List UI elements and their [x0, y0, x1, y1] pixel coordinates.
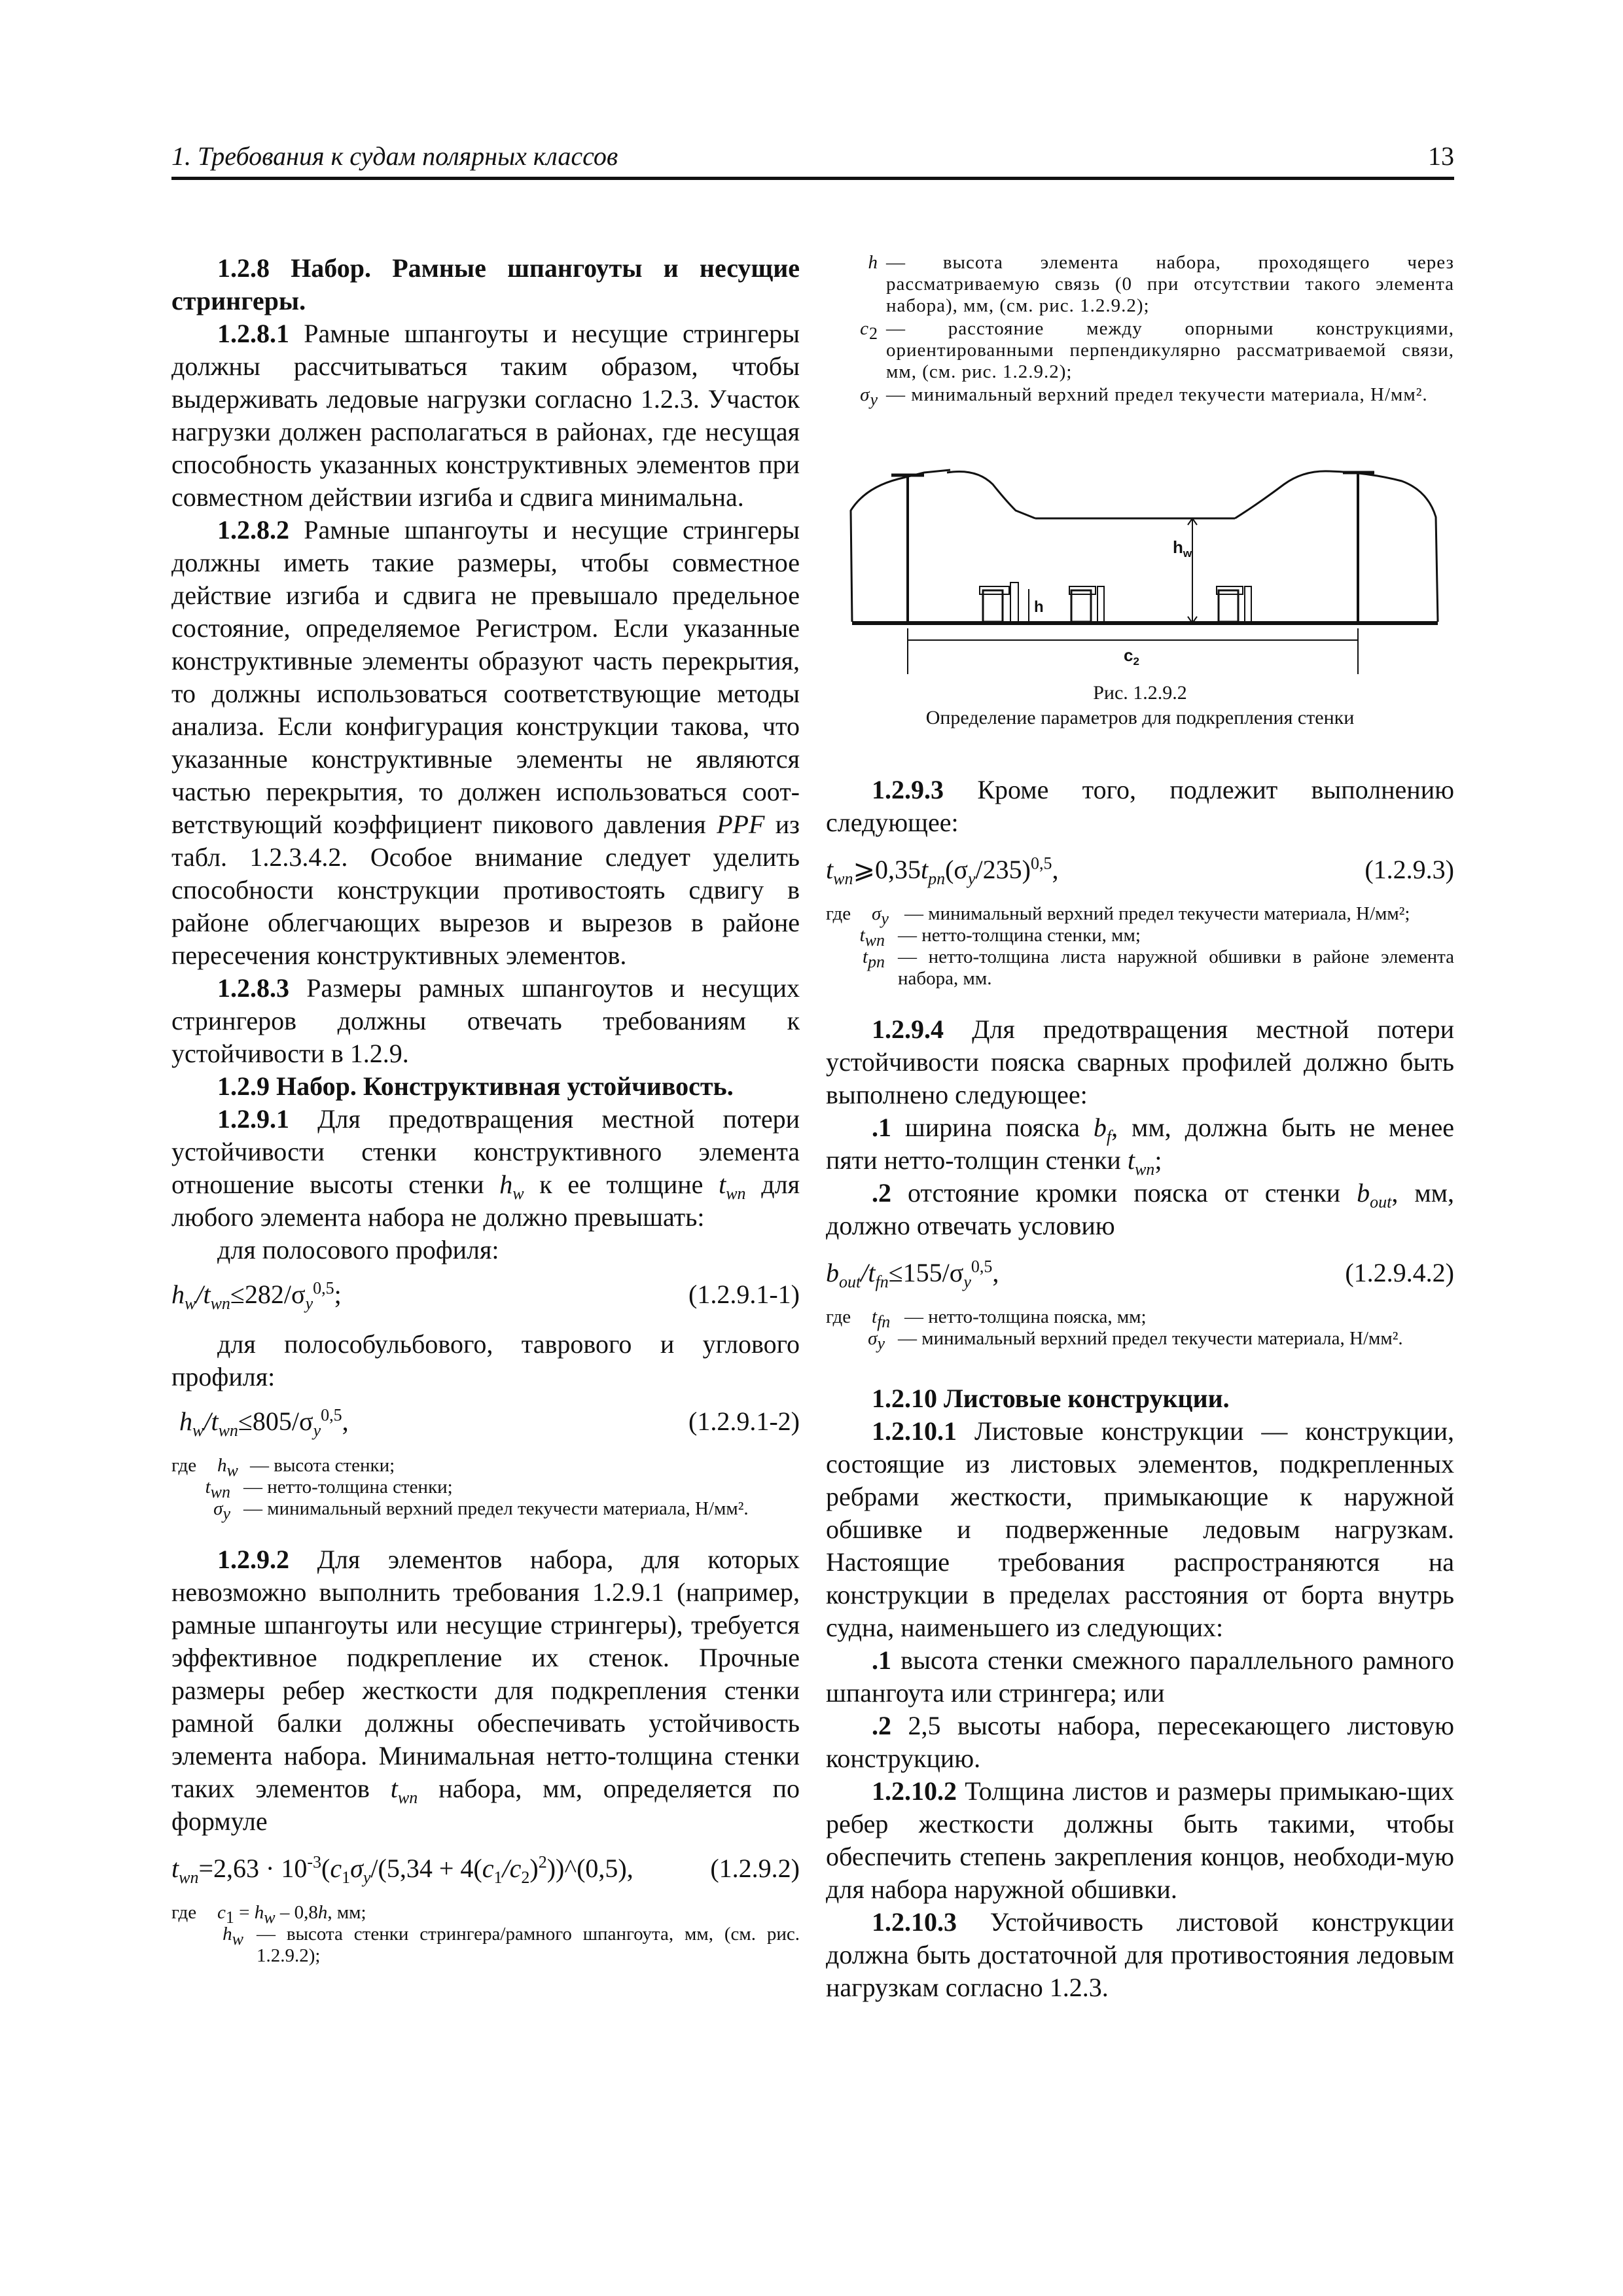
right-column [826, 252, 1454, 2004]
paragraph-1-2-8-1: 1.2.8.1 Рамные шпангоуты и несущие стрингеры должны рассчитываться таким образом, чтобы выдерживать ледовые нагрузки согласно 1.2.3. Участок нагрузки должен располагаться в районах, где несущая способность указанных конструктивных элементов при совместном действии изгиба и сдвига минимальна. [171, 319, 800, 512]
page-header [171, 137, 1454, 180]
section-1-2-8-title: 1.2.8 Набор. Рамные шпангоуты и несущие стрингеры. [171, 253, 800, 315]
where-list-3: где $\sigma_y$ — минимальный верхний предел текучести материала, Н/мм²; $t_{wn}$ — нетто-толщина стенки, мм; $t_{pn}$ — нетто-толщина листа наружной обшивки в районе элемента набора, мм. [826, 903, 1454, 989]
where-list-2: где $c_1 = h_w - 0,8h$, мм; $h_w$ — высота стенки стрингера/рамного шпангоута, мм, (см. рис. 1.2.9.2); [171, 1902, 800, 1966]
paragraph-1-2-10-2: 1.2.10.2 Толщина листов и размеры примыкаю-щих ребер жесткости должны быть такими, чтобы обеспечить степень закрепления концов, необходи-мую для набора наружной обшивки. [826, 1776, 1454, 1904]
figure-1-2-9-2 [826, 432, 1454, 681]
figure-caption-number: Рис. 1.2.9.2 [1093, 682, 1187, 704]
paragraph-1-2-10-3: 1.2.10.3 Устойчивость листовой конструкции должна быть достаточной для противостояния ледовым нагрузкам согласно 1.2.3. [826, 1907, 1454, 2002]
formula-1-2-9-1-1: $h_w/t_{wn}\le 282/\sigma_y^{0,5}$; (1.2.9.1-1) [171, 1278, 800, 1313]
paragraph-1-2-9-2: 1.2.9.2 Для элементов набора, для которых невозможно выполнить требования 1.2.9.1 (например, рамные шпангоуты или несущие стрингеры), требуется эффективное подкрепление их стенок. Прочные размеры ребер жесткости для подкрепления стенки рамной балки должны обеспечивать устойчивость элемента набора. Минимальная нетто-толщина стенки таких элементов $t_{wn}$ набора, мм, определяется по формуле [171, 1545, 800, 1836]
paragraph-1-2-8-3: 1.2.8.3 Размеры рамных шпангоутов и несущих стрингеров должны отвечать требованиям к устойчивости в 1.2.9. [171, 973, 800, 1068]
item-1-2-10-1-1: .1 высота стенки смежного параллельного рамного шпангоута или стрингера; или [826, 1645, 1454, 1708]
paragraph-1-2-8-2: 1.2.8.2 Рамные шпангоуты и несущие стрингеры должны иметь такие размеры, чтобы совместное действие изгиба и сдвига не превышало предельное состояние, определяемое Регистром. Если указанные конструктивные элементы образуют часть перекрытия, то должны использоваться соответствующие методы анализа. Если конфигурация конструкции такова, что указанные конструктивные элементы не являются частью перекрытия, то должен использоваться соот-ветствующий коэффициент пикового давления PPF из табл. 1.2.3.4.2. Особое внимание следует уделить способности конструкции противостоять сдвигу в районе облегчающих вырезов и вырезов в районе пересечения конструктивных элементов. [171, 515, 800, 970]
item-1-2-10-1-2: .2 2,5 высоты набора, пересекающего листовую конструкцию. [826, 1711, 1454, 1773]
item-1-2-9-4-1: .1 ширина пояска $b_f$, мм, должна быть не менее пяти нетто-толщин стенки $t_{wn}$; [826, 1113, 1455, 1179]
strip-profile-label: для полосового профиля: [217, 1235, 499, 1265]
where-list-4: где $t_{fn}$ — нетто-толщина пояска, мм; $\sigma_y$ — минимальный верхний предел текучести материала, Н/мм². [826, 1306, 1403, 1353]
formula-1-2-9-3: $t_{wn}⩾0,35t_{pn}(\sigma_y/235)^{0,5}$, (1.2.9.3) [826, 853, 1454, 888]
paragraph-1-2-10-1: 1.2.10.1 Листовые конструкции — конструкции, состоящие из листовых элементов, подкрепленных ребрами жесткости, примыкающие к наружной обшивке и подверженные ледовым нагрузкам. Настоящие требования распространяются на конструкции в пределах расстояния от борта внутрь судна, наименьшего из следующих: [826, 1416, 1454, 1642]
paragraph-1-2-9-4: 1.2.9.4 Для предотвращения местной потери устойчивости пояска сварных профилей должно быть выполнено следующее: [826, 1014, 1454, 1109]
figure-caption-title: Определение параметров для подкрепления стенки [925, 707, 1355, 728]
definitions-list: h — высота элемента набора, проходящего через рассматриваемую связь (0 при отсутствии такого элемента набора), мм, (см. рис. 1.2.9.2); $c_2$ — расстояние между опорными конструкциями, ориентированными перпендикулярно рассматриваемой связи, мм, (см. рис. 1.2.9.2); $\sigma_y$ — минимальный верхний предел текучести материала, Н/мм². [860, 252, 1454, 409]
left-column [171, 252, 800, 1973]
svg-text:h: h [1034, 598, 1044, 616]
paragraph-1-2-9-1: 1.2.9.1 Для предотвращения местной потери устойчивости стенки конструктивного элемента отношение высоты стенки $h_w$ к ее толщине $t_{wn}$ для любого элемента набора не должно превышать: [171, 1104, 800, 1232]
svg-text:hw: $h_w$ [1173, 537, 1192, 560]
web-stiffening-diagram [826, 432, 1454, 681]
formula-1-2-9-4-2: $b_{out}/t_{fn}\le 155/\sigma_y^{0,5}$, (1.2.9.4.2) [826, 1257, 1454, 1291]
section-1-2-10-title: 1.2.10 Листовые конструкции. [872, 1384, 1230, 1413]
formula-1-2-9-2: $t_{wn}=2,63 \cdot 10^{-3}(c_1\sigma_y/(5,34$ + $4(c_1/c_2)^2))\^{}(0,5)$, (1.2.9.2) [171, 1852, 800, 1887]
running-title: 1. Требования к судам полярных классов [171, 141, 618, 171]
page-number: 13 [1428, 141, 1454, 171]
where-list-1: где $h_w$ — высота стенки; $t_{wn}$ — нетто-толщина стенки; $\sigma_y$ — минимальный верхний предел текучести материала, Н/мм². [171, 1455, 749, 1523]
bulb-profile-label: для полособульбового, таврового и углового профиля: [171, 1329, 800, 1391]
svg-text:c2: $c_2$ [1124, 645, 1139, 668]
section-1-2-9-title: 1.2.9 Набор. Конструктивная устойчивость. [217, 1071, 734, 1101]
formula-1-2-9-1-2: $h_w/t_{wn}\le 805/\sigma_y^{0,5}$, (1.2.9.1-2) [179, 1405, 800, 1440]
item-1-2-9-4-2: .2 отстояние кромки пояска от стенки $b_{out}$, мм, должно отвечать условию [826, 1178, 1454, 1240]
paragraph-1-2-9-3: 1.2.9.3 Кроме того, подлежит выполнению следующее: [826, 775, 1454, 837]
